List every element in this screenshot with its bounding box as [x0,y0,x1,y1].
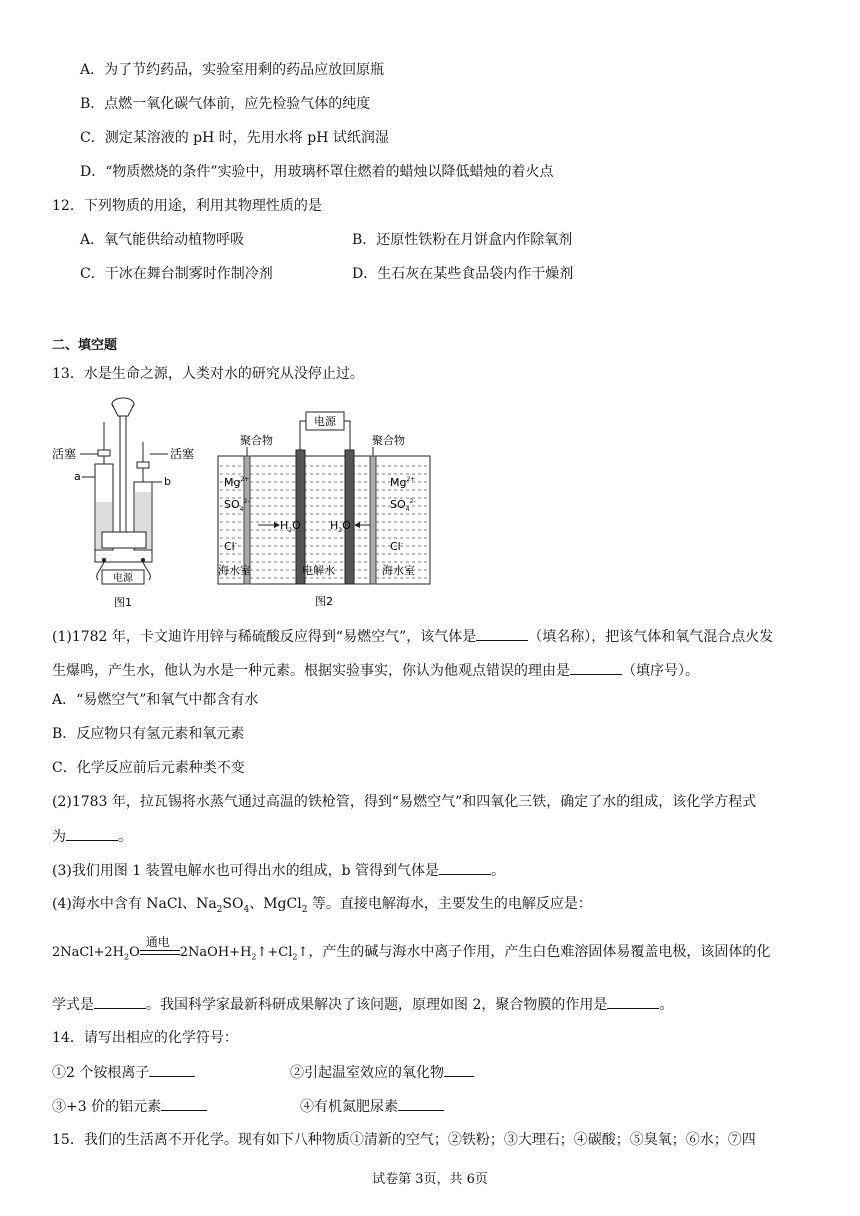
q11-option-c: C．测定某溶液的 pH 时，先用水将 pH 试纸润湿 [80,130,389,146]
fig1-tube-b-label: b [164,475,171,488]
answer-blank-equation[interactable] [66,826,118,841]
answer-blank-aluminum[interactable] [161,1096,207,1111]
q13-stem: 13．水是生命之源，人类对水的研究从没停止过。 [52,366,364,382]
fig2-seawater-left-label: 海水室 [218,564,251,577]
fig2-mg-sup-right: 2+ [406,476,416,483]
fig2-h2o-left-h: H [280,519,289,532]
fig2-so4-right: SO [390,498,406,511]
fig2-mg-sup-left: 2+ [240,476,250,483]
q13-p1-line1: (1)1782 年，卡文迪许用锌与稀硫酸反应得到“易燃空气”，该气体是 （填名称），把该气体和氧气混合点火发 [52,626,773,647]
fig1-power-label: 电源 [113,573,133,584]
q13-electrolysis-equation: $2NaCl+2H_2O$ 通电 $2NaOH+H_2↑+Cl_2↑$，产生的碱与海水中离子作用，产生白色难溶固体易覆盖电极，该固体的化 [52,934,771,962]
fig2-h2o-right-sub: 2 [338,527,343,534]
fig1-tube-a-label: a [74,470,81,483]
answer-blank-gas-name[interactable] [476,626,528,641]
fig2-h2o-right-o: O [342,519,351,532]
fig2-polymer-right-label: 聚合物 [372,434,405,447]
fig2-seawater-right-label: 海水室 [382,564,415,577]
answer-blank-b-tube-gas[interactable] [439,860,491,875]
q13-opt-b: B．反应物只有氢元素和氧元素 [52,726,245,742]
answer-blank-urea[interactable] [398,1096,444,1111]
q13-p2-line1: (2)1783 年，拉瓦锡将水蒸气通过高温的铁枪管，得到“易燃空气”和四氧化三铁，确定了水的组成，该化学方程式 [52,794,757,810]
fig2-power-label: 电源 [314,415,336,428]
fig2-h2o-left-o: O [292,519,301,532]
q14-item-1: ①2 个铵根离子 [52,1062,195,1083]
q14-stem: 14．请写出相应的化学符号： [52,1030,238,1046]
q13-opt-a: A．“易燃空气”和氧气中都含有水 [52,692,259,708]
q15-stem: 15．我们的生活离不开化学。现有如下八种物质①清新的空气；②铁粉；③大理石；④碳酸；⑤臭氧；⑥水；⑦四 [52,1132,756,1148]
q12-option-b: B．还原性铁粉在月饼盒内作除氧剂 [352,232,573,248]
answer-blank-greenhouse-oxide[interactable] [444,1062,474,1077]
q12-stem: 12．下列物质的用途，利用其物理性质的是 [52,198,322,214]
fig2-h2o-left-sub: 2 [288,527,293,534]
q12-option-a: A．氧气能供给动植物呼吸 [80,232,245,248]
fig2-cl-left: Cl [224,540,235,553]
figure-1-electrolysis-apparatus [50,392,210,610]
q13-p2-line2: 为 。 [52,826,132,847]
fig2-cl-sup-right: - [400,540,403,547]
fig2-h2o-right-h: H [330,519,339,532]
answer-blank-solid-formula[interactable] [94,994,146,1009]
fig2-so4-sup-right: 2- [409,498,416,505]
q13-p4-line3: 学式是 。我国科学家最新科研成果解决了该问题，原理如图 2，聚合物膜的作用是 。 [52,994,673,1015]
figure-2-seawater-electrolysis [214,408,434,610]
q11-option-b: B．点燃一氧化碳气体前，应先检验气体的纯度 [80,96,371,112]
q11-option-d: D．“物质燃烧的条件”实验中，用玻璃杯罩住燃着的蜡烛以降低蜡烛的着火点 [80,164,554,180]
fig2-caption: 图2 [315,595,333,608]
fig2-polymer-left-label: 聚合物 [240,434,273,447]
q12-option-c: C．干冰在舞台制雾时作制冷剂 [80,266,273,282]
fig1-caption: 图1 [114,596,132,609]
q13-p4-line1: (4)海水中含有 NaCl、$Na_2SO_4$、MgCl$_2$ 等。直接电解海水，主要发生的电解反应是： [52,896,592,915]
fig2-so4-sub-right: 4 [405,506,410,513]
q13-p3: (3)我们用图 1 装置电解水也可得出水的组成，b 管得到气体是 。 [52,860,505,881]
page-footer: 试卷第 3页，共 6页 [372,1172,488,1187]
fig2-so4-left: SO [224,498,240,511]
fig2-cl-sup-left: - [234,540,237,547]
q13-p1-line2: 生爆鸣，产生水，他认为水是一种元素。根据实验事实，你认为他观点错误的理由是 （填序号）。 [52,660,699,681]
fig2-mg-right: Mg [390,476,407,489]
fig2-so4-sup-left: 2- [243,498,250,505]
q13-opt-c: C．化学反应前后元素种类不变 [52,760,245,776]
answer-blank-polymer-function[interactable] [607,994,659,1009]
q14-item-4: ④有机氮肥尿素 [300,1096,444,1117]
fig1-stopcock-right-label: 活塞 [170,447,195,461]
equation-arrow: 通电 [140,946,180,960]
section-title: 二、填空题 [52,338,118,353]
fig2-cl-right: Cl [390,540,401,553]
fig2-mg-left: Mg [224,476,241,489]
q14-item-2: ②引起温室效应的氧化物 [290,1062,474,1083]
q11-option-a: A．为了节约药品，实验室用剩的药品应放回原瓶 [80,62,385,78]
answer-blank-reason[interactable] [570,660,622,675]
answer-blank-ammonium[interactable] [149,1062,195,1077]
fig2-electrolyte-label: 电解水 [302,564,335,577]
fig2-so4-sub-left: 4 [239,506,244,513]
q12-option-d: D．生石灰在某些食品袋内作干燥剂 [352,266,574,282]
fig1-stopcock-left-label: 活塞 [52,447,77,461]
q14-item-3: ③+3 价的铝元素 [52,1096,207,1117]
